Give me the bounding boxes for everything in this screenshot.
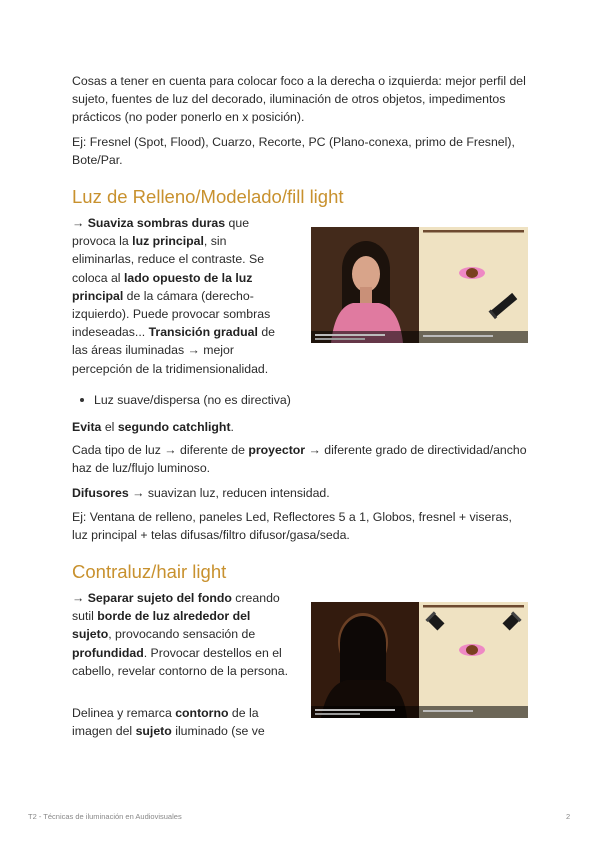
fill-examples-paragraph: Ej: Ventana de relleno, paneles Led, Reflectores 5 a 1, Globos, fresnel + viseras, luz principal + telas difusas/filtro difusor/gasa/seda. <box>72 510 512 543</box>
page-number: 2 <box>566 812 571 821</box>
hair-light-paragraph-2: Delinea y remarca contorno de la imagen del sujeto iluminado (se ve <box>72 706 265 739</box>
hair-light-paragraph-1: → Separar sujeto del fondo creando sutil borde de luz alrededor del sujeto, provocando sensación de profundidad. Provocar destellos en el cabello, revelar contorno de la persona. <box>72 591 289 678</box>
intro-paragraph-2: Ej: Fresnel (Spot, Flood), Cuarzo, Recorte, PC (Plano-conexa, primo de Fresnel), Bote/Par. <box>72 135 515 168</box>
cada-tipo-paragraph: Cada tipo de luz → diferente de proyector → diferente grado de directividad/ancho haz de luz/flujo luminoso. <box>72 443 527 476</box>
intro-paragraph-1: Cosas a tener en cuenta para colocar foco a la derecha o izquierda: mejor perfil del sujeto, fuentes de luz del decorado, iluminación de otros objetos, impedimentos prácticos (no poder ponerlo en x posición). <box>72 74 526 125</box>
list-item: Luz suave/dispersa (no es directiva) <box>72 391 522 409</box>
fill-light-paragraph: → Suaviza sombras duras que provoca la luz principal, sin eliminarlas, reduce el contraste. Se coloca al lado opuesto de la luz principal de la cámara (derecho-izquierdo). Puede provocar sombras indeseadas... Transición gradual de las áreas iluminadas → mejor percepción de la tridimensionalidad. <box>72 216 276 376</box>
difusores-paragraph: Difusores → suavizan luz, reducen intensidad. <box>72 486 330 500</box>
hair-light-heading: Contraluz/hair light <box>72 561 227 582</box>
hair-light-example-image <box>311 602 528 718</box>
footer-title: T2 - Técnicas de iluminación en Audiovisuales <box>28 812 182 821</box>
bullet-icon <box>80 398 84 402</box>
fill-light-heading: Luz de Relleno/Modelado/fill light <box>72 186 344 207</box>
fill-light-bullet-list <box>72 391 522 409</box>
fill-light-example-image <box>311 227 528 343</box>
evita-paragraph: Evita el segundo catchlight. <box>72 420 234 434</box>
